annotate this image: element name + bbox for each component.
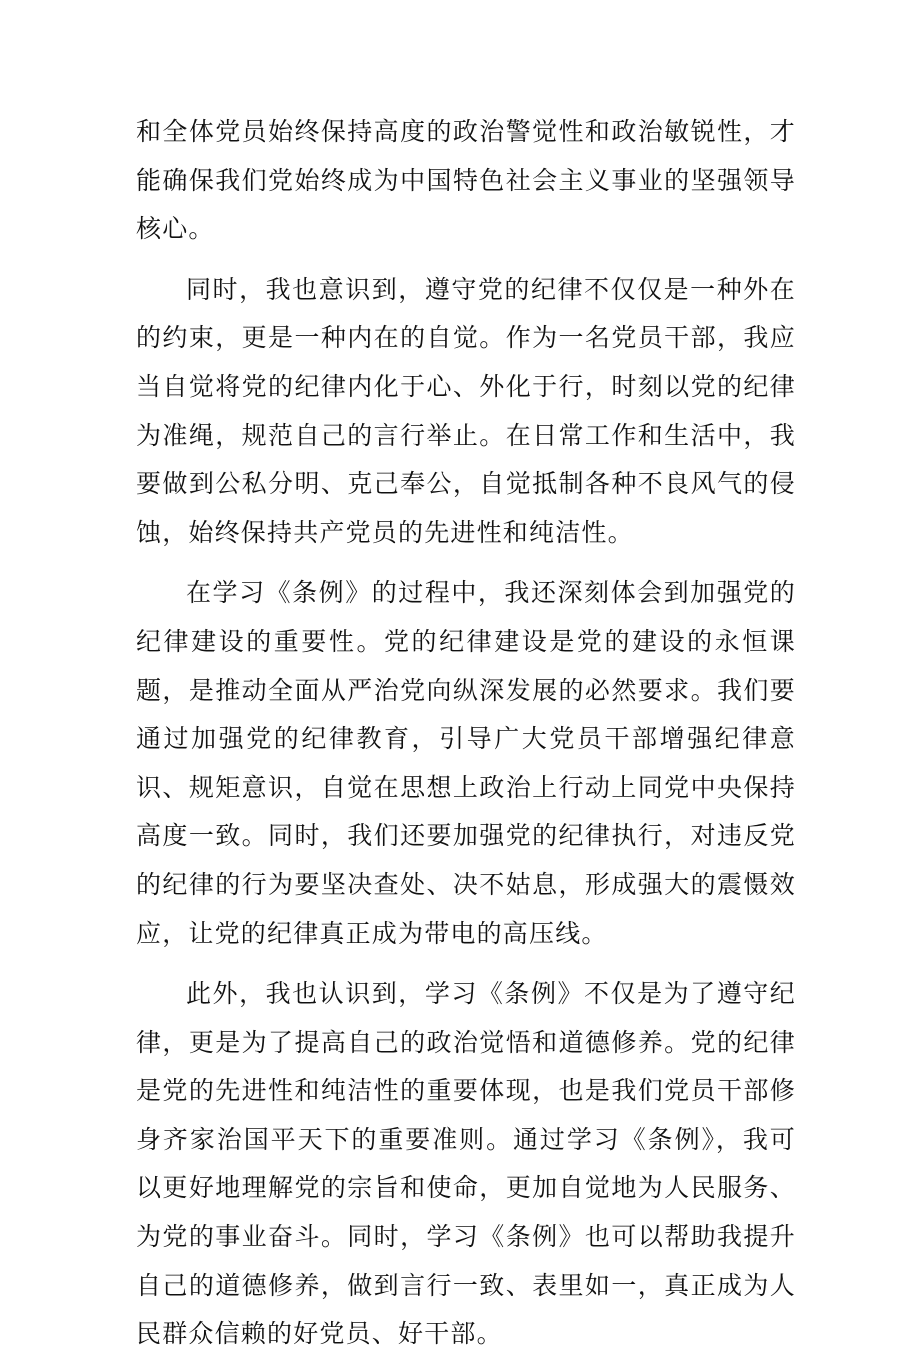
paragraph-discipline-self-awareness: 同时，我也意识到，遵守党的纪律不仅仅是一种外在的约束，更是一种内在的自觉。作为一名党员干部，我应当自觉将党的纪律内化于心、外化于行，时刻以党的纪律为准绳，规范自己的言行举止。在日常工作和生活中，我要做到公私分明、克己奉公，自觉抵制各种不良风气的侵蚀，始终保持共产党员的先进性和纯洁性。 xyxy=(136,274,796,547)
paragraph-discipline-construction: 在学习《条例》的过程中，我还深刻体会到加强党的纪律建设的重要性。党的纪律建设是党的建设的永恒课题，是推动全面从严治党向纵深发展的必然要求。我们要通过加强党的纪律教育，引导广大党员干部增强纪律意识、规矩意识，自觉在思想上政治上行动上同党中央保持高度一致。同时，我们还要加强党的纪律执行，对违反党的纪律的行为要坚决查处、决不姑息，形成强大的震慑效应，让党的纪律真正成为带电的高压线。 xyxy=(136,578,796,948)
paragraph-political-awareness: 此外，我也认识到，学习《条例》不仅是为了遵守纪律，更是为了提高自己的政治觉悟和道德修养。党的纪律是党的先进性和纯洁性的重要体现，也是我们党员干部修身齐家治国平天下的重要准则。通过学习《条例》，我可以更好地理解党的宗旨和使命，更加自觉地为人民服务、为党的事业奋斗。同时，学习《条例》也可以帮助我提升自己的道德修养，做到言行一致、表里如一，真正成为人民群众信赖的好党员、好干部。 xyxy=(136,979,796,1349)
paragraph-continuation: 和全体党员始终保持高度的政治警觉性和政治敏锐性，才能确保我们党始终成为中国特色社会主义事业的坚强领导核心。 xyxy=(136,117,796,244)
document-body xyxy=(136,108,796,1359)
